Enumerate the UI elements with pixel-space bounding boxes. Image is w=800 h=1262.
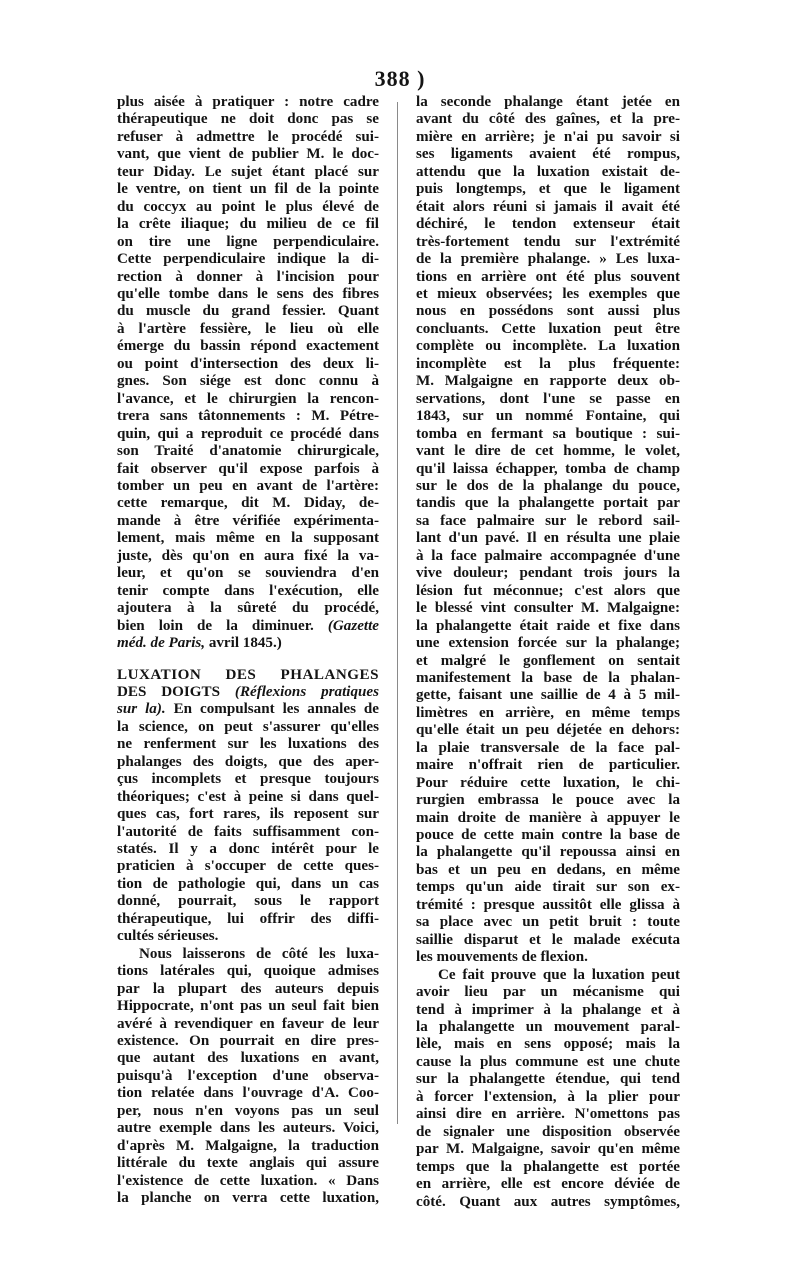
text-line: par M. Malgaigne, savoir qu'en même xyxy=(416,1141,680,1158)
text-line: tions latérales qui, quoique admises xyxy=(117,963,379,980)
text-line: émerge du bassin répond exactement xyxy=(117,338,379,355)
citation-text-end: bien loin de la diminuer. xyxy=(117,617,314,634)
right-column xyxy=(416,94,680,1211)
text-line: incomplète est la plus fréquente: xyxy=(416,355,680,372)
text-line: lèle, mais en sens opposé; mais la xyxy=(416,1036,680,1053)
text-line: vant le dire de cet homme, le volet, xyxy=(416,443,680,460)
text-line: qu'elle tombe dans le sens des fibres xyxy=(117,285,379,302)
text-line: puisqu'à l'exception d'une observa- xyxy=(117,1067,379,1084)
left-column xyxy=(117,94,379,1208)
text-line: trémité : presque aussitôt elle glissa à xyxy=(416,896,680,913)
text-line: du muscle du grand fessier. Quant xyxy=(117,303,379,320)
text-line: du coccyx au point le plus élevé de xyxy=(117,198,379,215)
section-heading-line-3 xyxy=(117,701,379,718)
text-line: ses ligaments avaient été rompus, xyxy=(416,146,680,163)
right-paragraph-1 xyxy=(416,94,680,967)
text-line: tandis que la phalangette portait par xyxy=(416,495,680,512)
text-line: à la face palmaire accompagnée d'une xyxy=(416,547,680,564)
text-line: refuser à admettre le procédé sui- xyxy=(117,128,379,145)
section-heading-run-in: En compulsant les annales de xyxy=(173,701,379,718)
text-line: on tire une ligne perpendiculaire. xyxy=(117,233,379,250)
text-line: temps que la phalangette est portée xyxy=(416,1158,680,1175)
citation-line-2 xyxy=(117,635,379,652)
text-line: juste, dès qu'on en aura fixé la va- xyxy=(117,547,379,564)
left-paragraph-2 xyxy=(117,719,379,946)
text-line: Nous laisserons de côté les luxa- xyxy=(139,945,379,962)
text-line: qu'il laissa échapper, tomba de champ xyxy=(416,460,680,477)
text-line: qu'elle était un peu déjetée en dehors: xyxy=(416,722,680,739)
text-line: le ventre, on tient un fil de la pointe xyxy=(117,181,379,198)
text-line: vant, que vient de publier M. le doc- xyxy=(117,146,379,163)
text-line: complète ou incomplète. La luxation xyxy=(416,338,680,355)
left-paragraph-1 xyxy=(117,94,379,618)
text-line: trera sans tâtonnements : M. Pétre- xyxy=(117,408,379,425)
text-line: quin, qui a reproduit ce procédé dans xyxy=(117,425,379,442)
text-line: l'existence de cette luxation. « Dans xyxy=(117,1172,379,1189)
column-divider xyxy=(397,102,398,1124)
text-line: ou point d'intersection des deux li- xyxy=(117,355,379,372)
text-line: en arrière, elle est encore déviée de xyxy=(416,1176,680,1193)
text-line: servations, dont l'une se passe en xyxy=(416,390,680,407)
text-line: tomber un peu en avant de l'artère: xyxy=(117,477,379,494)
text-line: avoir lieu par un mécanisme qui xyxy=(416,984,680,1001)
text-line: tenir compte dans l'exécution, elle xyxy=(117,582,379,599)
text-line: la planche on verra cette luxation, xyxy=(117,1190,379,1207)
text-line: çus incomplets et presque toujours xyxy=(117,771,379,788)
text-line: et mieux observées; les exemples que xyxy=(416,285,680,302)
paragraph-gap xyxy=(117,653,379,667)
text-line: son Traité d'anatomie chirurgicale, xyxy=(117,443,379,460)
text-line: cultés sérieuses. xyxy=(117,928,219,945)
text-line: nous en possédons sont aussi plus xyxy=(416,303,680,320)
text-line: autre exemple dans les auteurs. Voici, xyxy=(117,1120,379,1137)
text-line: la science, on peut s'assurer qu'elles xyxy=(117,718,379,735)
text-line: la phalangette un mouvement paral- xyxy=(416,1019,680,1036)
text-line: théoriques; c'est à peine si dans quel- xyxy=(117,788,379,805)
text-line: lement, mais même en la supposant xyxy=(117,530,379,547)
text-line: lésion fut méconnue; c'est alors que xyxy=(416,582,680,599)
text-line: tion de pathologie qui, dans un cas xyxy=(117,875,379,892)
citation-journal-2: méd. de Paris, xyxy=(117,635,206,652)
text-line: maire n'offrait rien de particulier. xyxy=(416,757,680,774)
text-line: lant d'un pavé. Il en résulta une plaie xyxy=(416,530,680,547)
section-heading-subtitle-2: sur la). xyxy=(117,701,166,718)
text-line: per, nous n'en voyons pas un seul xyxy=(117,1102,379,1119)
text-line: phalanges des doigts, que des aper- xyxy=(117,753,379,770)
text-line: Hippocrate, n'ont pas un seul fait bien xyxy=(117,998,379,1015)
text-line: ne renferment sur les luxations des xyxy=(117,736,379,753)
text-line: M. Malgaigne en rapporte deux ob- xyxy=(416,373,680,390)
text-line: la phalangette était raide et fixe dans xyxy=(416,617,680,634)
text-line: que autant des luxations en avant, xyxy=(117,1050,379,1067)
text-line: donné, pourrait, sous le rapport xyxy=(117,893,379,910)
text-line: tions en arrière ont été plus souvent xyxy=(416,268,680,285)
text-line: mière en arrière; je n'ai pu savoir si xyxy=(416,128,680,145)
left-paragraph-3 xyxy=(117,946,379,1208)
text-line: statés. Il y a donc intérêt pour le xyxy=(117,841,379,858)
text-line: temps qu'un aide tirait sur son ex- xyxy=(416,879,680,896)
text-line: cette remarque, dit M. Diday, de- xyxy=(117,495,379,512)
text-line: sur la phalangette étendue, qui tend xyxy=(416,1071,680,1088)
text-line: était alors réuni si jamais il avait été xyxy=(416,198,680,215)
text-line: leur, et qu'on se souviendra d'en xyxy=(117,565,379,582)
text-line: concluants. Cette luxation peut être xyxy=(416,320,680,337)
text-line: et malgré le gonflement on sentait xyxy=(416,652,680,669)
text-line: Pour réduire cette luxation, le chi- xyxy=(416,774,680,791)
text-line: gnes. Son siége est donc connu à xyxy=(117,373,379,390)
text-line: sur le dos de la phalange du pouce, xyxy=(416,477,680,494)
section-heading-subtitle: (Réflexions pratiques xyxy=(234,683,379,700)
text-line: main droite de manière à appuyer le xyxy=(416,809,680,826)
text-line: une extension forcée sur la phalange; xyxy=(416,635,680,652)
text-line: praticien à s'occuper de cette ques- xyxy=(117,858,379,875)
text-line: thérapeutique ne doit donc pas se xyxy=(117,111,379,128)
text-line: l'avance, et le chirurgien la rencon- xyxy=(117,390,379,407)
text-line: ques cas, fort rares, ils reposent sur xyxy=(117,806,379,823)
text-line: cause la plus commune est une chute xyxy=(416,1053,680,1070)
section-heading-line-2 xyxy=(117,684,379,701)
text-line: tion relatée dans l'ouvrage d'A. Coo- xyxy=(117,1085,379,1102)
text-line: mande à être vérifiée expérimenta- xyxy=(117,512,379,529)
section-heading-title: LUXATION DES PHALANGES xyxy=(117,666,379,683)
text-line: avéré à revendiquer en faveur de leur xyxy=(117,1015,379,1032)
text-line: l'autorité de faits suffisamment con- xyxy=(117,823,379,840)
text-line: très-fortement tendu sur l'extrémité xyxy=(416,233,680,250)
text-line: bas et un peu en dedans, en même xyxy=(416,861,680,878)
text-line: vive douleur; pendant trois jours la xyxy=(416,565,680,582)
text-line: gette, faisant une saillie de 4 à 5 mil- xyxy=(416,687,680,704)
text-line: existence. On pourrait en dire pres- xyxy=(117,1033,379,1050)
text-line: tomba en fermant sa boutique : sui- xyxy=(416,425,680,442)
text-line: rurgien embrassa le pouce avec la xyxy=(416,792,680,809)
text-line: saillie disparut et le malade exécuta xyxy=(416,931,680,948)
page-number: 388 ) xyxy=(374,66,426,91)
text-line: déchiré, le tendon extenseur était xyxy=(416,216,680,233)
text-line: littérale du texte anglais qui assure xyxy=(117,1155,379,1172)
text-line: par la plupart des auteurs depuis xyxy=(117,980,379,997)
text-line: avant du côté des gaînes, et la pre- xyxy=(416,111,680,128)
text-line: Ce fait prouve que la luxation peut xyxy=(438,966,680,983)
text-line: rection à donner à l'incision pour xyxy=(117,268,379,285)
text-line: de signaler une disposition observée xyxy=(416,1123,680,1140)
text-line: ajoutera à la sûreté du procédé, xyxy=(117,600,379,617)
text-line: pouce de cette main contre la base de xyxy=(416,827,680,844)
citation-date: avril 1845.) xyxy=(208,635,282,652)
text-line: sa place avec un petit bruit : toute xyxy=(416,914,680,931)
text-line: la crête iliaque; du milieu de ce fil xyxy=(117,216,379,233)
text-line: ainsi dire en arrière. N'omettons pas xyxy=(416,1106,680,1123)
text-line: limètres en arrière, en même temps xyxy=(416,704,680,721)
text-line: la seconde phalange étant jetée en xyxy=(416,94,680,110)
text-line: tend à imprimer à la phalange et à xyxy=(416,1001,680,1018)
text-line: teur Diday. Le sujet étant placé sur xyxy=(117,163,379,180)
text-line: de la première phalange. » Les luxa- xyxy=(416,251,680,268)
text-line: sa face palmaire sur le rebord sail- xyxy=(416,512,680,529)
section-heading xyxy=(117,667,379,684)
citation-journal: (Gazette xyxy=(327,617,379,634)
citation-line xyxy=(117,618,379,635)
text-line: fait observer qu'il expose parfois à xyxy=(117,460,379,477)
text-line: Cette perpendiculaire indique la di- xyxy=(117,251,379,268)
text-line: plus aisée à pratiquer : notre cadre xyxy=(117,94,379,110)
text-line: thérapeutique, lui offrir des diffi- xyxy=(117,910,379,927)
text-line: attendu que la luxation existait de- xyxy=(416,163,680,180)
text-line: à l'artère fessière, le lieu où elle xyxy=(117,320,379,337)
section-heading-title-2: DES DOIGTS xyxy=(117,683,220,700)
text-line: la phalangette qu'il repoussa ainsi en xyxy=(416,844,680,861)
text-line: d'après M. Malgaigne, la traduction xyxy=(117,1137,379,1154)
text-line: la plaie transversale de la face pal- xyxy=(416,739,680,756)
text-line: à forcer l'extension, à la plier pour xyxy=(416,1088,680,1105)
text-line: puis longtemps, et que le ligament xyxy=(416,181,680,198)
text-line: les mouvements de flexion. xyxy=(416,949,588,966)
right-paragraph-2 xyxy=(416,967,680,1211)
text-line: le blessé vint consulter M. Malgaigne: xyxy=(416,600,680,617)
text-line: 1843, sur un nommé Fontaine, qui xyxy=(416,408,680,425)
text-line: côté. Quant aux autres symptômes, xyxy=(416,1193,680,1210)
text-line: manifestement la base de la phalan- xyxy=(416,669,680,686)
